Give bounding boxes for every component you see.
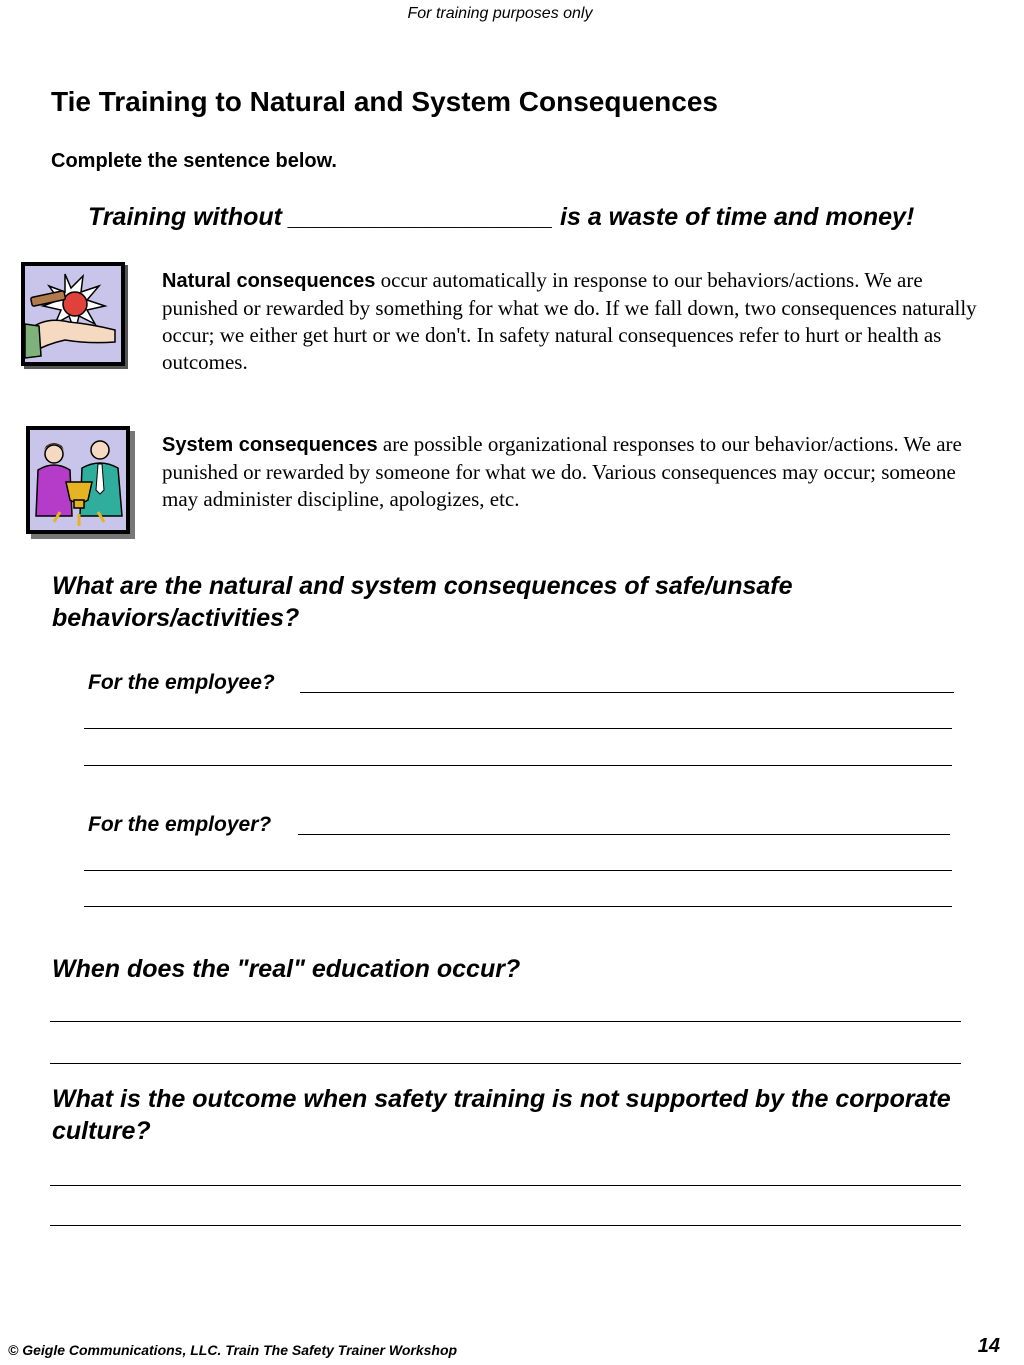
employer-answer-line-1[interactable] [298,834,950,835]
employee-answer-line-2[interactable] [84,728,952,729]
employee-label: For the employee? [88,671,275,694]
natural-consequences-term: Natural consequences [162,270,376,292]
page-title: Tie Training to Natural and System Consequences [51,86,718,117]
employee-answer-line-3[interactable] [84,765,952,766]
employer-answer-line-2[interactable] [84,870,952,871]
header-note: For training purposes only [407,5,593,22]
instruction: Complete the sentence below. [51,150,337,172]
question-outcome: What is the outcome when safety training is not supported by the corporate culture? [52,1085,951,1145]
footer-copyright: © Geigle Communications, LLC. Train The Safety Trainer Workshop [8,1342,458,1358]
trophy-award-icon [26,426,130,534]
employee-answer-line-1[interactable] [300,692,954,693]
page-number: 14 [977,1335,1000,1357]
employer-answer-line-3[interactable] [84,906,952,907]
education-answer-line-1[interactable] [50,1021,961,1022]
system-consequences-term: System consequences [162,434,378,456]
natural-consequences-paragraph [162,267,977,376]
hand-injury-icon [21,262,125,366]
fill-in-sentence: Training without ___________________ is a waste of time and money! [88,203,915,231]
question-consequences: What are the natural and system consequences of safe/unsafe behaviors/activities? [52,572,793,632]
outcome-answer-line-2[interactable] [50,1225,961,1226]
system-consequences-paragraph [162,431,977,513]
employer-label: For the employer? [88,813,272,836]
question-real-education: When does the "real" education occur? [52,955,521,983]
natural-consequences-text: occur automatically in response to our behaviors/actions. We are punished or rewarded by something for what we do. If we fall down, two consequences naturally occur; we either get hurt or we don't. In safety natural consequences refer to hurt or health as outcomes. [162,268,977,374]
education-answer-line-2[interactable] [50,1063,961,1064]
outcome-answer-line-1[interactable] [50,1185,961,1186]
system-consequences-text: are possible organizational responses to our behavior/actions. We are punished or rewarded by someone for what we do. Various consequences may occur; someone may administer discipline, apologizes, etc. [162,432,962,511]
